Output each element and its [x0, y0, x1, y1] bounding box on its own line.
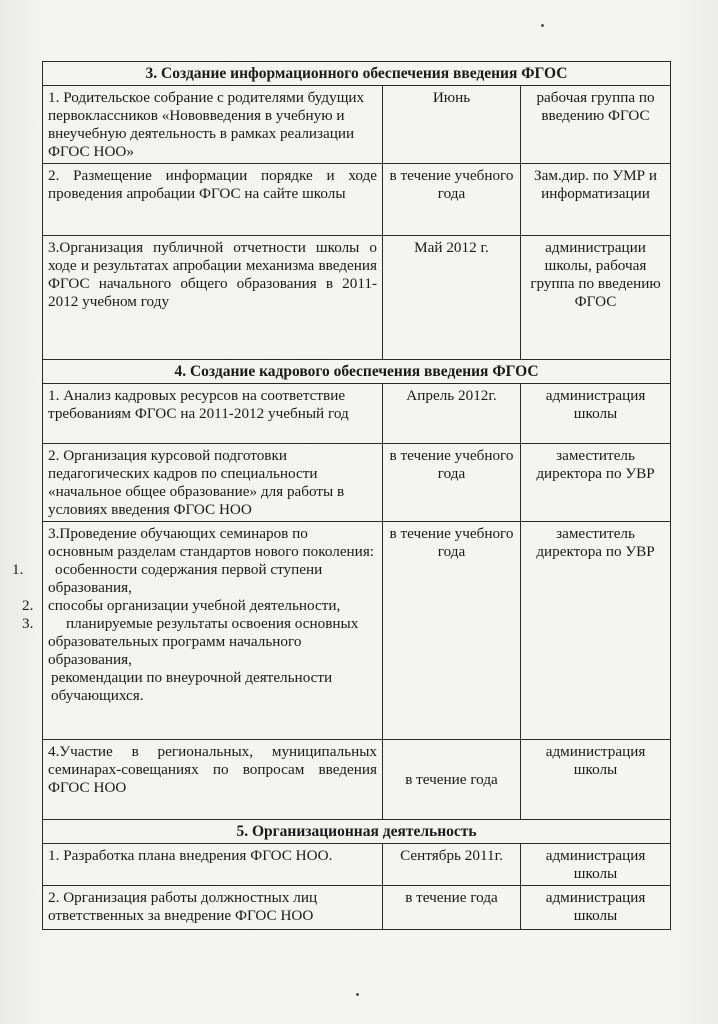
list-item — [12, 561, 377, 597]
when-cell: в течение учебного года — [383, 164, 521, 236]
responsible-cell: администрация школы — [521, 844, 671, 886]
when-cell: в течение учебного года — [383, 522, 521, 740]
activity-cell: 2. Размещение информации порядке и ходе проведения апробации ФГОС на сайте школы — [43, 164, 383, 236]
section-header-row — [43, 820, 671, 844]
table-row — [43, 844, 671, 886]
activity-cell: 2. Организация курсовой подготовки педагогических кадров по специальности «начальное общее образование» для работы в условиях введения ФГОС НОО — [43, 444, 383, 522]
activity-cell: 4.Участие в региональных, муниципальных семинарах-совещаниях по вопросам введения ФГОС НОО — [43, 740, 383, 820]
activity-cell — [12, 522, 383, 740]
table-row — [43, 522, 671, 740]
activity-text: 3.Проведение обучающих семинаров по основным разделам стандартов нового поколения: — [48, 525, 375, 560]
when-cell: в течение года — [383, 886, 521, 930]
activity-cell: 2. Организация работы должностных лиц ответственных за внедрение ФГОС НОО — [43, 886, 383, 930]
list-item — [22, 615, 377, 669]
list-number: 1. — [12, 561, 24, 578]
responsible-cell: администрация школы — [521, 740, 671, 820]
table-row — [43, 740, 671, 820]
responsible-cell: Зам.дир. по УМР и информатизации — [521, 164, 671, 236]
responsible-cell: администрации школы, рабочая группа по введению ФГОС — [521, 236, 671, 360]
section-title: 5. Организационная деятельность — [43, 820, 671, 844]
seminar-topics-list — [12, 561, 377, 705]
list-number: 2. — [22, 597, 34, 614]
scan-speck — [541, 24, 544, 27]
section-title: 4. Создание кадрового обеспечения введения ФГОС — [43, 360, 671, 384]
responsible-cell: рабочая группа по введению ФГОС — [521, 86, 671, 164]
when-cell: Май 2012 г. — [383, 236, 521, 360]
activity-cell: 1. Разработка плана внедрения ФГОС НОО. — [43, 844, 383, 886]
section-title: 3. Создание информационного обеспечения введения ФГОС — [43, 62, 671, 86]
activity-cell: 1. Родительское собрание с родителями будущих первоклассников «Нововведения в учебную и внеучебную деятельность в рамках реализации ФГОС НОО» — [43, 86, 383, 164]
list-number: 3. — [22, 615, 34, 632]
when-cell: Июнь — [383, 86, 521, 164]
responsible-cell: администрация школы — [521, 886, 671, 930]
plan-table — [12, 61, 671, 930]
responsible-cell: заместитель директора по УВР — [521, 444, 671, 522]
responsible-cell: заместитель директора по УВР — [521, 522, 671, 740]
table-row — [43, 384, 671, 444]
list-item — [22, 597, 377, 615]
list-item — [48, 669, 377, 705]
table-row — [43, 86, 671, 164]
list-text: рекомендации по внеурочной деятельности обучающихся. — [51, 669, 333, 704]
responsible-cell: администрация школы — [521, 384, 671, 444]
table-row — [43, 236, 671, 360]
when-cell: Сентябрь 2011г. — [383, 844, 521, 886]
scan-speck — [356, 993, 359, 996]
section-header-row — [43, 360, 671, 384]
list-text: планируемые результаты освоения основных образовательных программ начального образования, — [48, 615, 359, 668]
table-row — [43, 164, 671, 236]
list-text: способы организации учебной деятельности, — [48, 597, 341, 614]
activity-cell: 3.Организация публичной отчетности школы о ходе и результатах апробации механизма введения ФГОС начального общего образования в 2011-2012 учебном году — [43, 236, 383, 360]
when-cell: в течение года — [383, 740, 521, 820]
activity-cell: 1. Анализ кадровых ресурсов на соответствие требованиям ФГОС на 2011-2012 учебный год — [43, 384, 383, 444]
when-cell: Апрель 2012г. — [383, 384, 521, 444]
table-row — [43, 444, 671, 522]
when-cell: в течение учебного года — [383, 444, 521, 522]
section-header-row — [43, 62, 671, 86]
list-text: особенности содержания первой ступени образования, — [48, 561, 323, 596]
table-row — [43, 886, 671, 930]
